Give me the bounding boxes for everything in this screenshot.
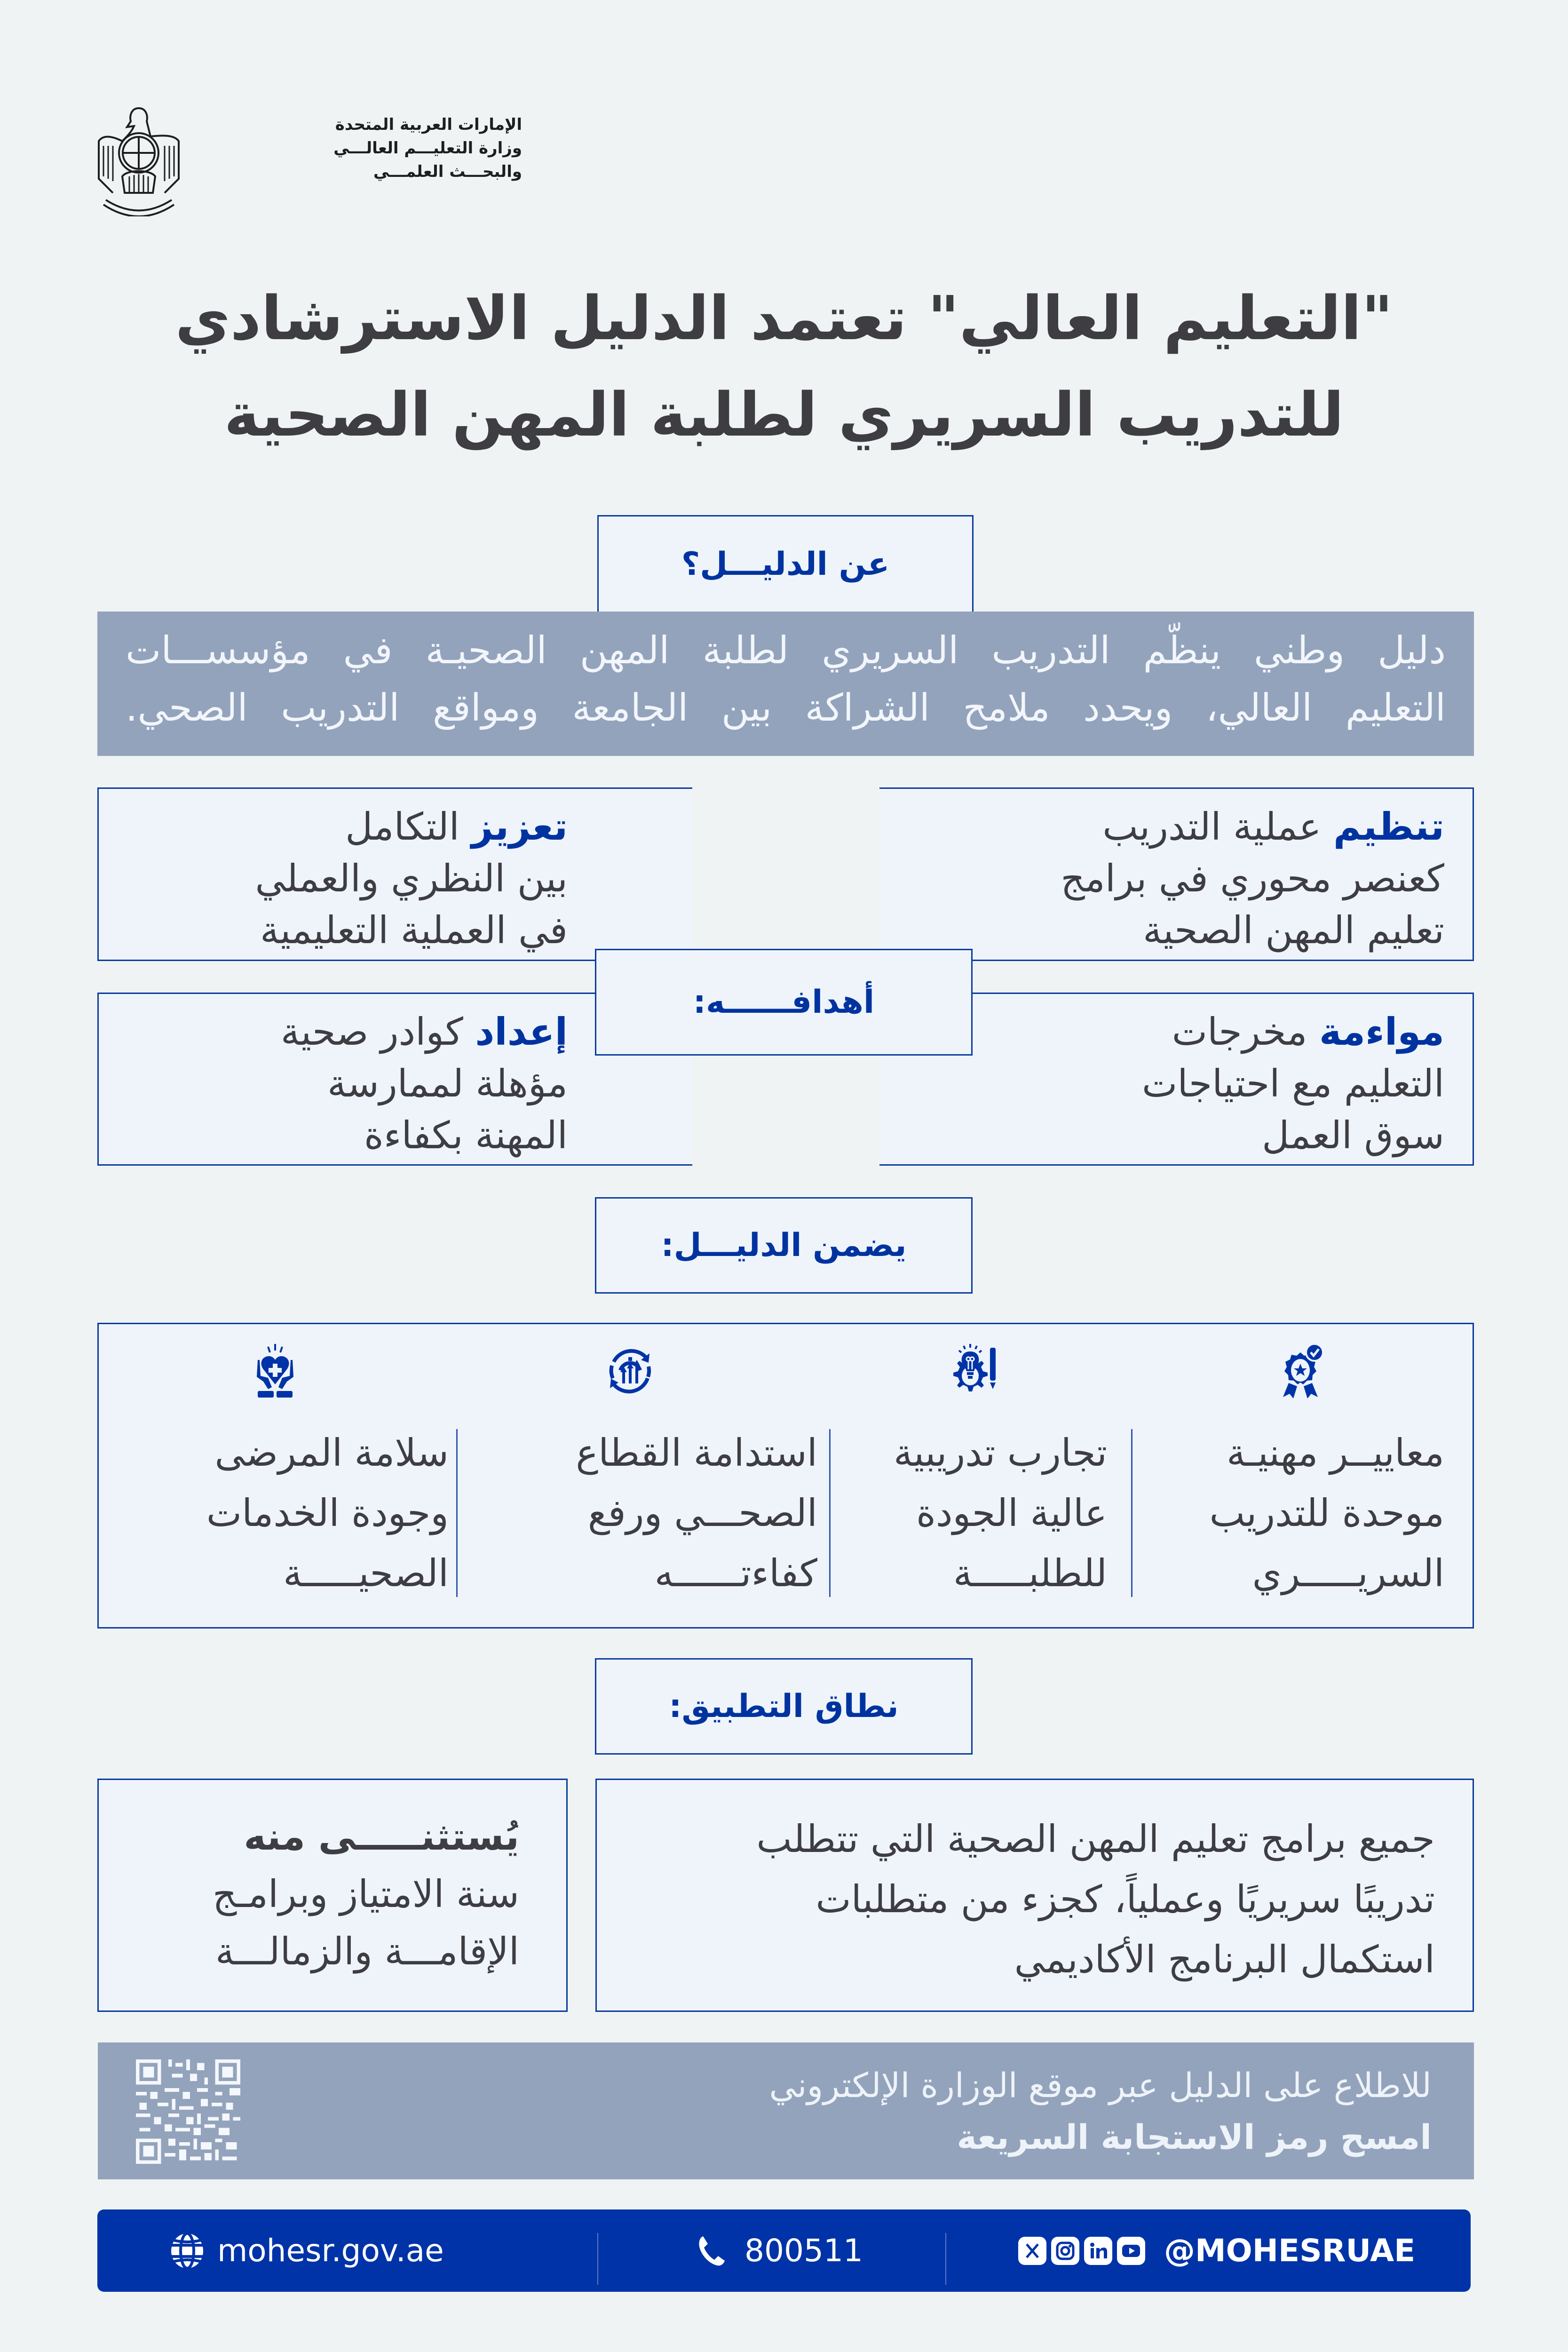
scope-line: تدريبًا سريريًا وعملياً، كجزء من متطلبات [816, 1877, 1435, 1921]
guarantee-item [894, 1423, 1107, 1604]
goal-text: التكامل [345, 805, 459, 849]
youtube-icon[interactable] [1117, 2237, 1145, 2265]
logo-line: وزارة التعليـــم العالـــي [333, 139, 522, 158]
title-line-1: "التعليم العالي" تعتمد الدليل الاسترشادي [175, 284, 1393, 354]
phone-number[interactable]: 800511 [744, 2233, 863, 2269]
instagram-icon[interactable] [1051, 2237, 1079, 2265]
goal-text: المهنة بكفاءة [364, 1113, 568, 1157]
column-divider [829, 1429, 831, 1597]
footer-bar [97, 2209, 1471, 2292]
guarantees-panel [97, 1323, 1474, 1629]
x-icon[interactable] [1018, 2237, 1046, 2265]
goal-keyword: مواءمة [1319, 1010, 1444, 1054]
goals-heading: أهدافــــــه: [693, 984, 875, 1021]
goals-heading-box [595, 949, 973, 1056]
website-text[interactable]: mohesr.gov.ae [217, 2233, 444, 2269]
guarantee-line: وجودة الخدمات [206, 1491, 449, 1535]
footer-separator [597, 2233, 598, 2285]
scope-main-box [595, 1779, 1474, 2012]
guarantee-item [1210, 1423, 1444, 1604]
goal-card [879, 787, 1474, 961]
guarantee-line: استدامة القطاع [576, 1431, 817, 1475]
phone-link[interactable] [697, 2209, 863, 2292]
website-link[interactable] [170, 2209, 444, 2292]
exception-title: يُستثنـــــى منه [244, 1815, 519, 1859]
uae-emblem-icon [94, 99, 183, 216]
guarantees-heading-box [595, 1197, 973, 1294]
ministry-logo-text [202, 113, 522, 183]
lightbulb-gear-icon [948, 1343, 999, 1399]
guarantee-line: سلامة المرضى [214, 1431, 449, 1475]
scope-exception-box [97, 1779, 568, 2012]
scope-heading-box [595, 1658, 973, 1755]
scope-heading: نطاق التطبيق: [669, 1688, 899, 1725]
guarantee-item [206, 1423, 449, 1604]
goal-text: سوق العمل [1262, 1113, 1444, 1157]
goal-text: التعليم مع احتياجات [1142, 1062, 1444, 1105]
about-heading-box [597, 515, 974, 613]
qr-line-2: امسح رمز الاستجابة السريعة [957, 2117, 1432, 2157]
goal-text: عملية التدريب [1102, 805, 1322, 849]
page-title [71, 270, 1497, 463]
qr-instructions [769, 2059, 1432, 2163]
growth-cycle-icon [604, 1343, 656, 1399]
about-description [97, 612, 1474, 756]
about-line: التعليم العالي، ويحدد ملامح الشراكة بين الجامعة ومواقع التدريب الصحي. [126, 686, 1446, 730]
column-divider [1131, 1429, 1132, 1597]
guarantee-line: معاييــر مهنيـة [1226, 1431, 1444, 1475]
scope-line: جميع برامج تعليم المهن الصحية التي تتطلب [756, 1817, 1435, 1861]
goal-text: مؤهلة لممارسة [327, 1062, 568, 1105]
title-line-2: للتدريب السريري لطلبة المهن الصحية [224, 380, 1344, 450]
goal-text: بين النظري والعملي [255, 857, 568, 900]
scope-main-text [756, 1809, 1435, 1990]
guarantee-line: كفاءتــــــه [654, 1551, 817, 1595]
globe-icon [170, 2233, 204, 2269]
logo-line: والبحـــث العلمـــي [373, 162, 522, 181]
guarantee-item [576, 1423, 817, 1604]
about-line: دليل وطني ينظّم التدريب السريري لطلبة المهن الصحيـة في مؤسســـات [126, 628, 1446, 672]
logo-line: الإمارات العربية المتحدة [335, 115, 522, 134]
award-badge-icon [1275, 1343, 1326, 1399]
social-links [1018, 2209, 1415, 2292]
guarantee-line: الصحيـــــة [283, 1551, 449, 1595]
goal-text: تعليم المهن الصحية [1143, 908, 1444, 952]
phone-icon [697, 2235, 726, 2266]
goal-text: كعنصر محوري في برامج [1061, 857, 1444, 900]
guarantee-line: الصحـــي ورفع [587, 1491, 817, 1535]
qr-code-icon[interactable] [136, 2059, 240, 2164]
goal-text: كوادر صحية [280, 1010, 463, 1054]
scope-line: استكمال البرنامج الأكاديمي [1014, 1938, 1435, 1981]
goal-keyword: تنظيم [1333, 805, 1444, 849]
guarantee-line: تجارب تدريبية [894, 1431, 1107, 1475]
goal-text: مخرجات [1172, 1010, 1307, 1054]
linkedin-icon[interactable] [1084, 2237, 1112, 2265]
guarantee-line: للطلبـــــة [953, 1551, 1107, 1595]
goal-card [97, 787, 692, 961]
goal-text: في العملية التعليمية [260, 908, 568, 952]
heart-hands-icon [249, 1343, 301, 1399]
guarantee-line: موحدة للتدريب [1209, 1491, 1444, 1535]
column-divider [456, 1429, 458, 1597]
social-handle[interactable]: @MOHESRUAE [1164, 2233, 1416, 2269]
footer-separator [945, 2233, 946, 2285]
exception-line: الإقامـــة والزمالـــة [215, 1930, 519, 1973]
goal-keyword: تعزيز [471, 805, 568, 849]
guarantee-line: السريـــــري [1252, 1551, 1444, 1595]
goal-keyword: إعداد [475, 1010, 568, 1054]
guarantees-heading: يضمن الدليـــل: [661, 1227, 907, 1264]
qr-banner [98, 2042, 1474, 2179]
scope-exception-text [213, 1808, 519, 1980]
qr-line-1: للاطلاع على الدليل عبر موقع الوزارة الإلكتروني [769, 2066, 1432, 2105]
about-heading: عن الدليـــل؟ [681, 545, 890, 583]
exception-line: سنة الامتياز وبرامـج [212, 1872, 519, 1916]
guarantee-line: عالية الجودة [916, 1491, 1107, 1535]
